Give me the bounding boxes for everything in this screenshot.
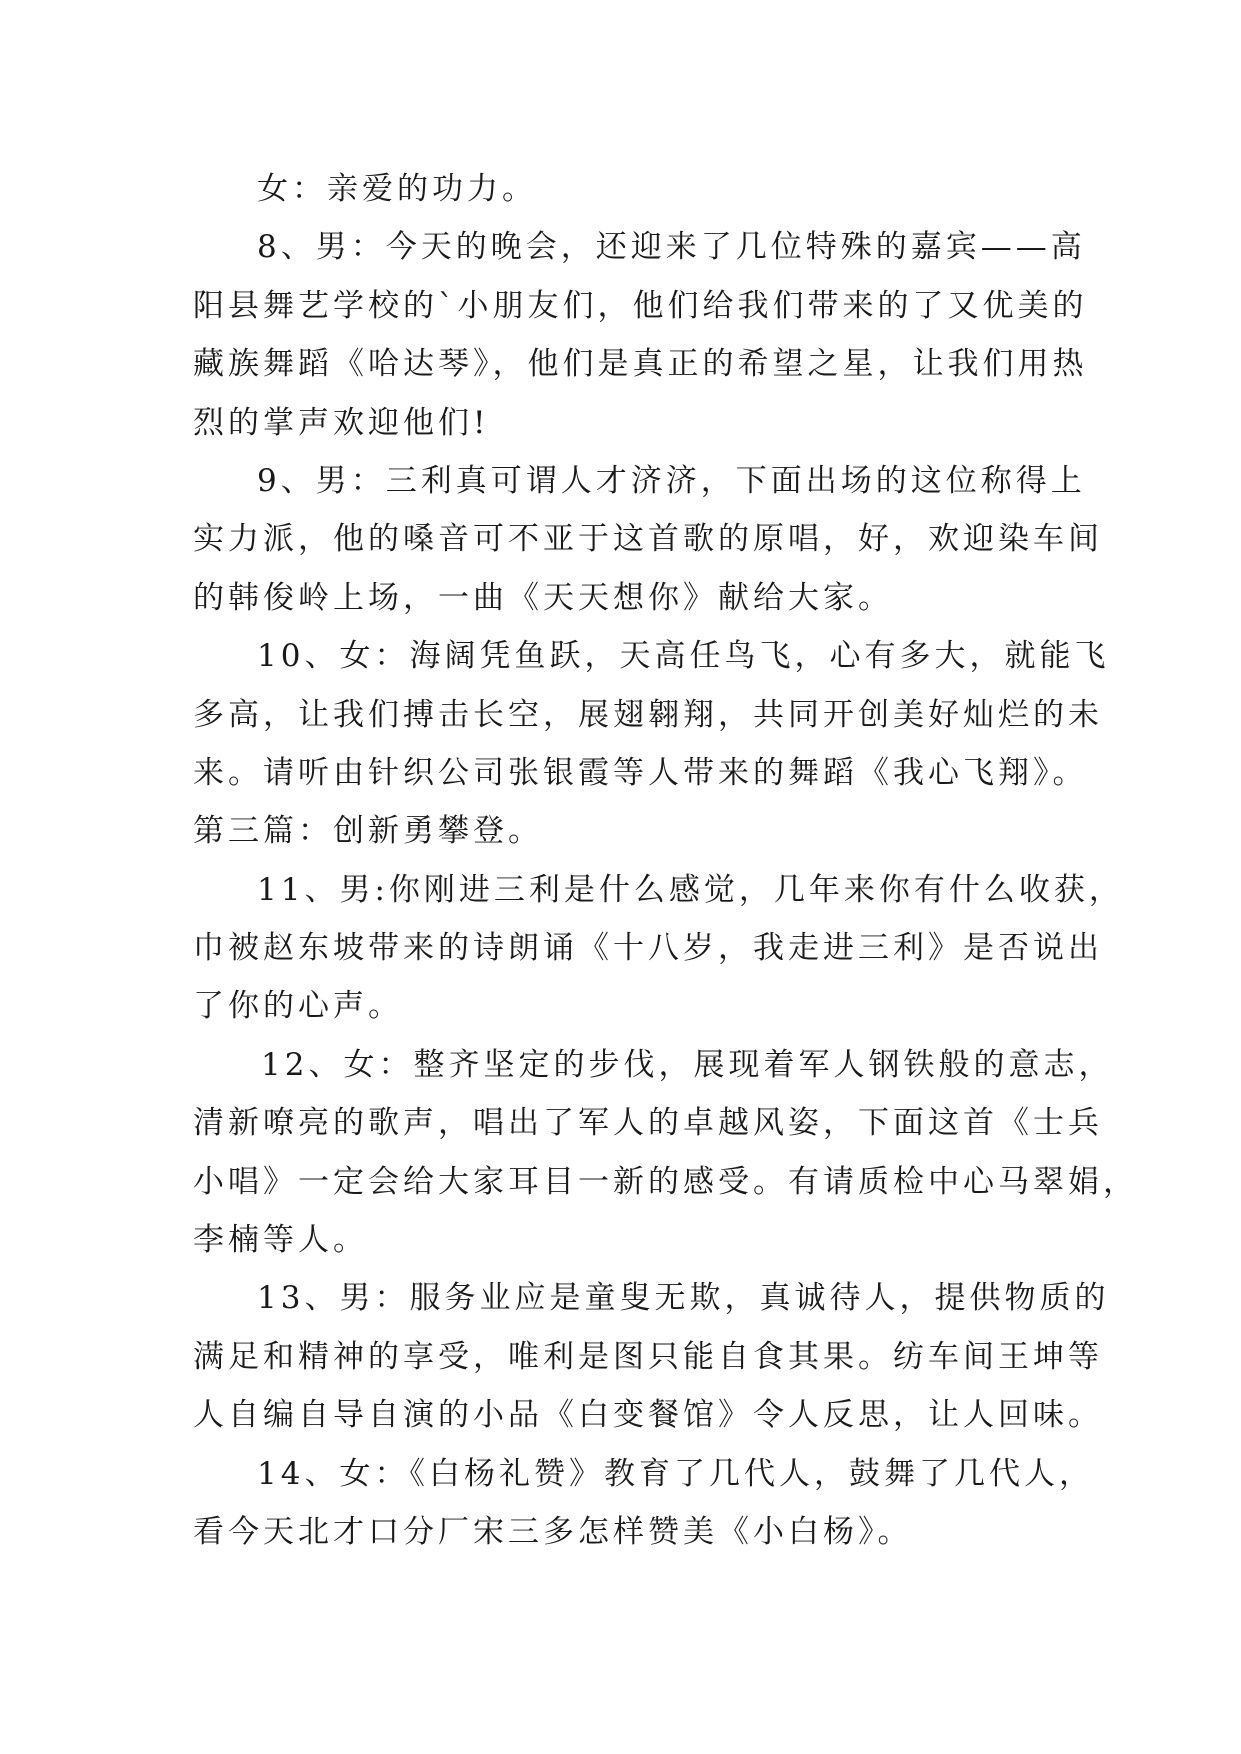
paragraph-14 [193,1445,1094,1562]
document-body [193,160,1138,1561]
text-line: 藏族舞蹈《哈达琴》，他们是真正的希望之星，让我们用热 [193,346,1088,383]
text-line: 多高，让我们搏击长空，展翅翱翔，共同开创美好灿烂的未 [193,696,1103,733]
text-line: 9、男：三利真可谓人才济济，下面出场的这位称得上 [257,462,1086,499]
text-line: 巾被赵东坡带来的诗朗诵《十八岁，我走进三利》是否说出 [193,930,1103,967]
text-line: 女：亲爱的功力。 [257,171,537,207]
section-heading-chapter-3: 第三篇：创新勇攀登。 [193,813,543,850]
text-line: 8、男：今天的晚会，还迎来了几位特殊的嘉宾——高 [257,229,1086,266]
text-line: 李楠等人。 [193,1222,368,1259]
text-line: 10、女：海阔凭鱼跃，天高任鸟飞，心有多大，就能飞 [257,638,1110,675]
paragraph-12 [193,1036,1138,1270]
paragraph-female-dear-gongli [193,160,1053,218]
paragraph-10 [193,627,1110,861]
text-line: 清新嘹亮的歌声，唱出了军人的卓越风姿，下面这首《士兵 [193,1105,1103,1142]
paragraph-11 [193,861,1124,1036]
text-line: 14、女：《白杨礼赞》教育了几代人，鼓舞了几代人， [257,1455,1094,1492]
text-line: 了你的心声。 [193,988,403,1025]
text-line: 实力派，他的嗓音可不亚于这首歌的原唱，好，欢迎染车间 [193,521,1103,558]
text-line: 11、男:你刚进三利是什么感觉，几年来你有什么收获， [257,871,1124,908]
text-line: 12、女：整齐坚定的步伐，展现着军人钢铁般的意志， [261,1046,1114,1083]
paragraph-9 [193,452,1103,627]
text-line: 烈的掌声欢迎他们! [193,404,490,441]
text-line: 满足和精神的享受，唯利是图只能自食其果。纺车间王坤等 [193,1338,1103,1375]
text-line: 的韩俊岭上场，一曲《天天想你》献给大家。 [193,579,893,616]
text-line: 阳县舞艺学校的`小朋友们，他们给我们带来的了又优美的 [193,287,1088,324]
paragraph-13 [193,1269,1110,1444]
text-line: 来。请听由针织公司张银霞等人带来的舞蹈《我心飞翔》。 [193,754,1088,791]
text-line: 看今天北才口分厂宋三多怎样赞美《小白杨》。 [193,1513,913,1550]
text-line: 人自编自导自演的小品《白变餐馆》令人反思，让人回味。 [193,1397,1103,1434]
text-line: 小唱》一定会给大家耳目一新的感受。有请质检中心马翠娟， [193,1163,1138,1200]
text-line: 13、男：服务业应是童叟无欺，真诚待人，提供物质的 [257,1280,1110,1317]
paragraph-8 [193,218,1088,452]
